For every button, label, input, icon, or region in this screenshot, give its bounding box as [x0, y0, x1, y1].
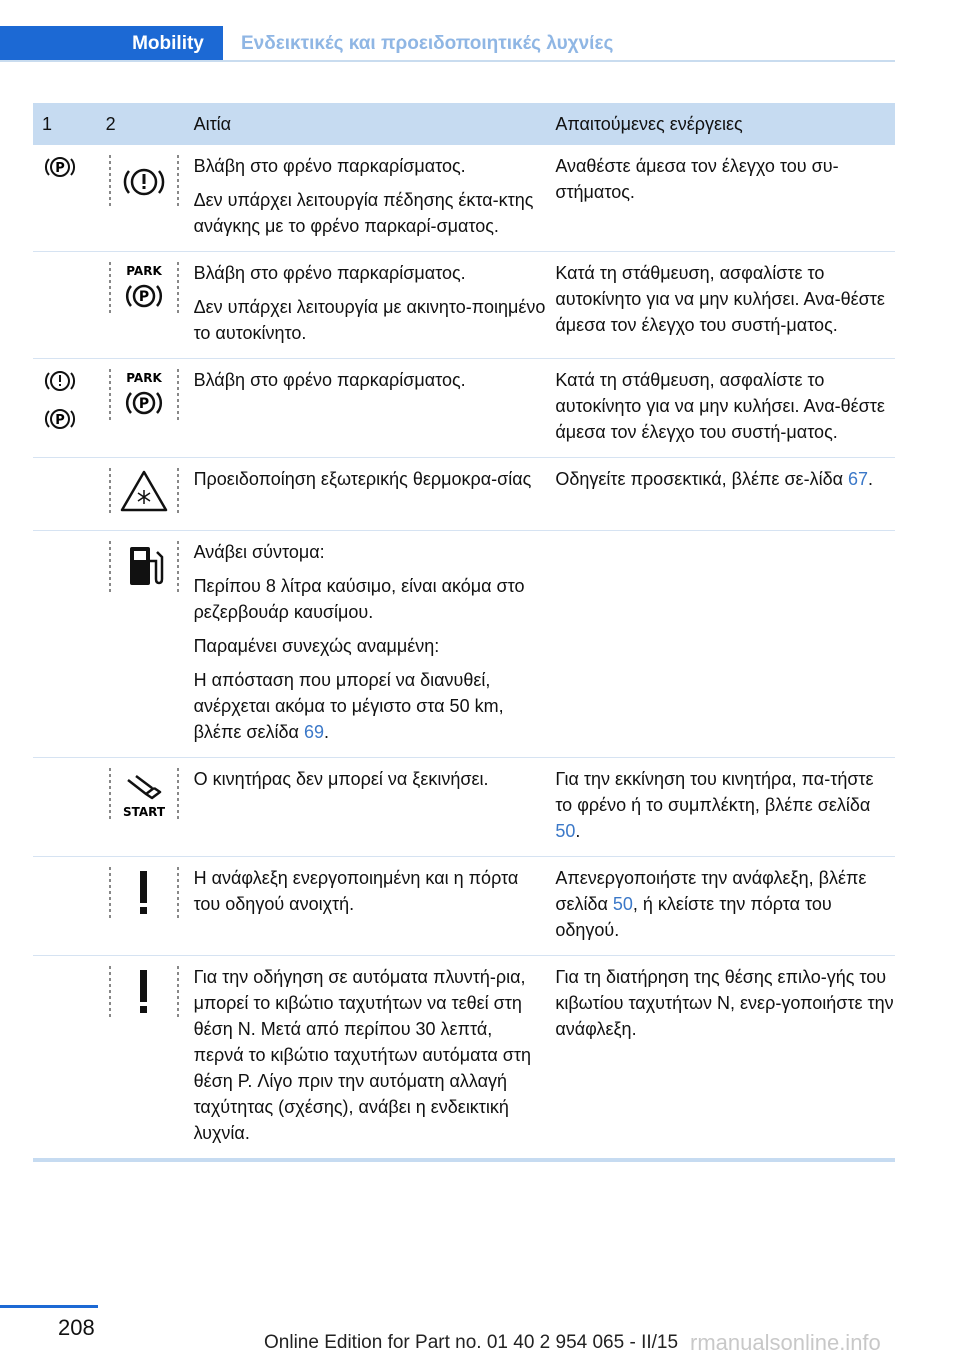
action-text	[555, 766, 895, 844]
action-text-prefix: Για την εκκίνηση του κινητήρα, πα‐τήστε το φρένο ή το συμπλέκτη, βλέπε σελίδα	[555, 769, 874, 815]
lamp-cell-1	[33, 252, 97, 359]
action-cell	[546, 252, 895, 359]
svg-text:P: P	[138, 289, 149, 305]
brake-warning-exclamation-icon	[106, 153, 182, 211]
table-row	[33, 359, 895, 458]
cause-text: Η ανάφλεξη ενεργοποιημένη και η πόρτα του οδηγού ανοιχτή.	[193, 868, 519, 914]
lamp-cell-2	[97, 531, 185, 758]
cause-cell	[185, 252, 547, 359]
exclamation-warning-icon	[106, 865, 182, 921]
section-tab[interactable]: Mobility	[113, 26, 223, 62]
ice-warning-icon	[106, 466, 182, 518]
action-cell	[546, 145, 895, 252]
action-text-prefix: Απενεργοποιήστε την ανάφλεξη, βλέπε σελίδα	[555, 868, 867, 914]
action-cell	[546, 857, 895, 956]
column-header-2: 2	[97, 103, 185, 145]
svg-text:P: P	[138, 396, 149, 412]
svg-text:PARK: PARK	[125, 264, 162, 278]
action-text	[555, 466, 895, 492]
lamp-cell-1	[33, 531, 97, 758]
column-header-action: Απαιτούμενες ενέργειες	[546, 103, 895, 145]
lamp-cell-2	[97, 359, 185, 458]
cause-text-prefix: Η απόσταση που μπορεί να διανυθεί, ανέρχεται ακόμα το μέγιστο στα 50 km, βλέπε σελίδα	[193, 670, 504, 742]
page-link[interactable]: 50	[555, 821, 576, 841]
action-text: Για τη διατήρηση της θέσης επιλο‐γής του κιβωτίου ταχυτήτων N, ενερ‐γοποιήστε την ανάφλεξη.	[555, 967, 894, 1039]
page-number: 208	[58, 1315, 95, 1340]
park-brake-icon	[106, 260, 182, 318]
start-button-icon	[106, 766, 182, 822]
cause-text-suffix: .	[323, 722, 329, 742]
action-cell	[546, 458, 895, 531]
action-text: Κατά τη στάθμευση, ασφαλίστε το αυτοκίνητο για να μην κυλήσει. Ανα‐θέστε άμεσα τον έλεγχο του συστή‐ματος.	[555, 263, 885, 335]
cause-text: Βλάβη στο φρένο παρκαρίσματος.	[193, 370, 466, 390]
cause-cell	[185, 956, 547, 1161]
action-text: Αναθέστε άμεσα τον έλεγχο του συ‐στήματος.	[555, 156, 839, 202]
parking-brake-p-icon	[42, 405, 78, 433]
lamp-cell-1	[33, 359, 97, 458]
page-link[interactable]: 67	[848, 469, 869, 489]
lamp-cell-1	[33, 145, 97, 252]
lamp-cell-2	[97, 956, 185, 1161]
action-text	[555, 865, 895, 943]
table-row	[33, 531, 895, 758]
park-brake-icon	[106, 367, 182, 425]
svg-text:START: START	[122, 805, 165, 819]
lamp-cell-1	[33, 857, 97, 956]
cause-text: Ο κινητήρας δεν μπορεί να ξεκινήσει.	[193, 769, 489, 789]
header-divider	[0, 60, 895, 62]
cause-cell	[185, 359, 547, 458]
column-header-cause: Αιτία	[185, 103, 547, 145]
cause-cell	[185, 458, 547, 531]
table-row	[33, 857, 895, 956]
action-text: Κατά τη στάθμευση, ασφαλίστε το αυτοκίνητο για να μην κυλήσει. Ανα‐θέστε άμεσα τον έλεγχο του συστή‐ματος.	[555, 370, 885, 442]
svg-text:PARK: PARK	[125, 371, 162, 385]
action-cell	[546, 359, 895, 458]
action-text-prefix: Οδηγείτε προσεκτικά, βλέπε σε‐λίδα	[555, 469, 848, 489]
lamp-cell-1	[33, 458, 97, 531]
svg-text:P: P	[55, 413, 65, 428]
chapter-title: Ενδεικτικές και προειδοποιητικές λυχνίες	[241, 33, 614, 54]
page-link[interactable]: 69	[303, 722, 324, 742]
cause-text: Δεν υπάρχει λειτουργία πέδησης έκτα‐κτης ανάγκης με το φρένο παρκαρί‐σματος.	[193, 190, 534, 236]
svg-text:P: P	[55, 161, 65, 176]
lamp-cell-2	[97, 252, 185, 359]
footer-accent-line	[0, 1305, 98, 1308]
lamp-cell-2	[97, 758, 185, 857]
action-cell	[546, 758, 895, 857]
watermark: rmanualsonline.info	[690, 1330, 881, 1355]
action-text-suffix: , ή κλείστε την πόρτα του οδηγού.	[555, 894, 832, 940]
cause-text: Προειδοποίηση εξωτερικής θερμοκρα‐σίας	[193, 469, 532, 489]
cause-cell	[185, 758, 547, 857]
lamp-cell-2	[97, 458, 185, 531]
table-header-row	[33, 103, 895, 145]
cause-text: Παραμένει συνεχώς αναμμένη:	[193, 636, 440, 656]
lamp-cell-2	[97, 857, 185, 956]
parking-brake-p-icon	[42, 153, 78, 181]
page-link[interactable]: 50	[612, 894, 633, 914]
column-header-1: 1	[33, 103, 97, 145]
lamp-cell-1	[33, 758, 97, 857]
cause-text: Βλάβη στο φρένο παρκαρίσματος.	[193, 263, 466, 283]
table-row	[33, 252, 895, 359]
table-row	[33, 956, 895, 1161]
table-row	[33, 145, 895, 252]
cause-text: Για την οδήγηση σε αυτόματα πλυντή‐ρια, μπορεί το κιβώτιο ταχυτήτων να τεθεί στη θέση N. Μετά από περίπου 30 λεπτά, περνά το κιβώτιο ταχυτήτων αυτόματα στη θέση P. Λίγο πριν την αυτόματη αλλαγή ταχύτητας (σχέσης), ανάβει η ενδεικτική λυχνία.	[193, 967, 532, 1143]
cause-text: Δεν υπάρχει λειτουργία με ακινητο‐ποιημένο το αυτοκίνητο.	[193, 297, 546, 343]
cause-text	[194, 667, 547, 745]
fuel-pump-icon	[106, 539, 182, 595]
action-cell	[546, 531, 895, 758]
header-accent-bar	[0, 26, 113, 62]
cause-cell	[185, 857, 547, 956]
cause-cell	[185, 531, 547, 758]
table-row	[33, 758, 895, 857]
cause-text: Περίπου 8 λίτρα καύσιμο, είναι ακόμα στο ρεζερβουάρ καυσίμου.	[193, 576, 525, 622]
cause-cell	[185, 145, 547, 252]
cause-text: Βλάβη στο φρένο παρκαρίσματος.	[193, 156, 466, 176]
lamp-cell-2	[97, 145, 185, 252]
action-text-suffix: .	[575, 821, 581, 841]
action-cell	[546, 956, 895, 1161]
indicator-lamps-table	[33, 103, 895, 1162]
table-row	[33, 458, 895, 531]
lamp-cell-1	[33, 956, 97, 1161]
action-text-suffix: .	[868, 469, 874, 489]
edition-note: Online Edition for Part no. 01 40 2 954 065 - II/15	[264, 1332, 679, 1353]
cause-text: Ανάβει σύντομα:	[193, 542, 325, 562]
exclamation-warning-icon	[106, 964, 182, 1020]
brake-warning-icon	[42, 367, 78, 395]
